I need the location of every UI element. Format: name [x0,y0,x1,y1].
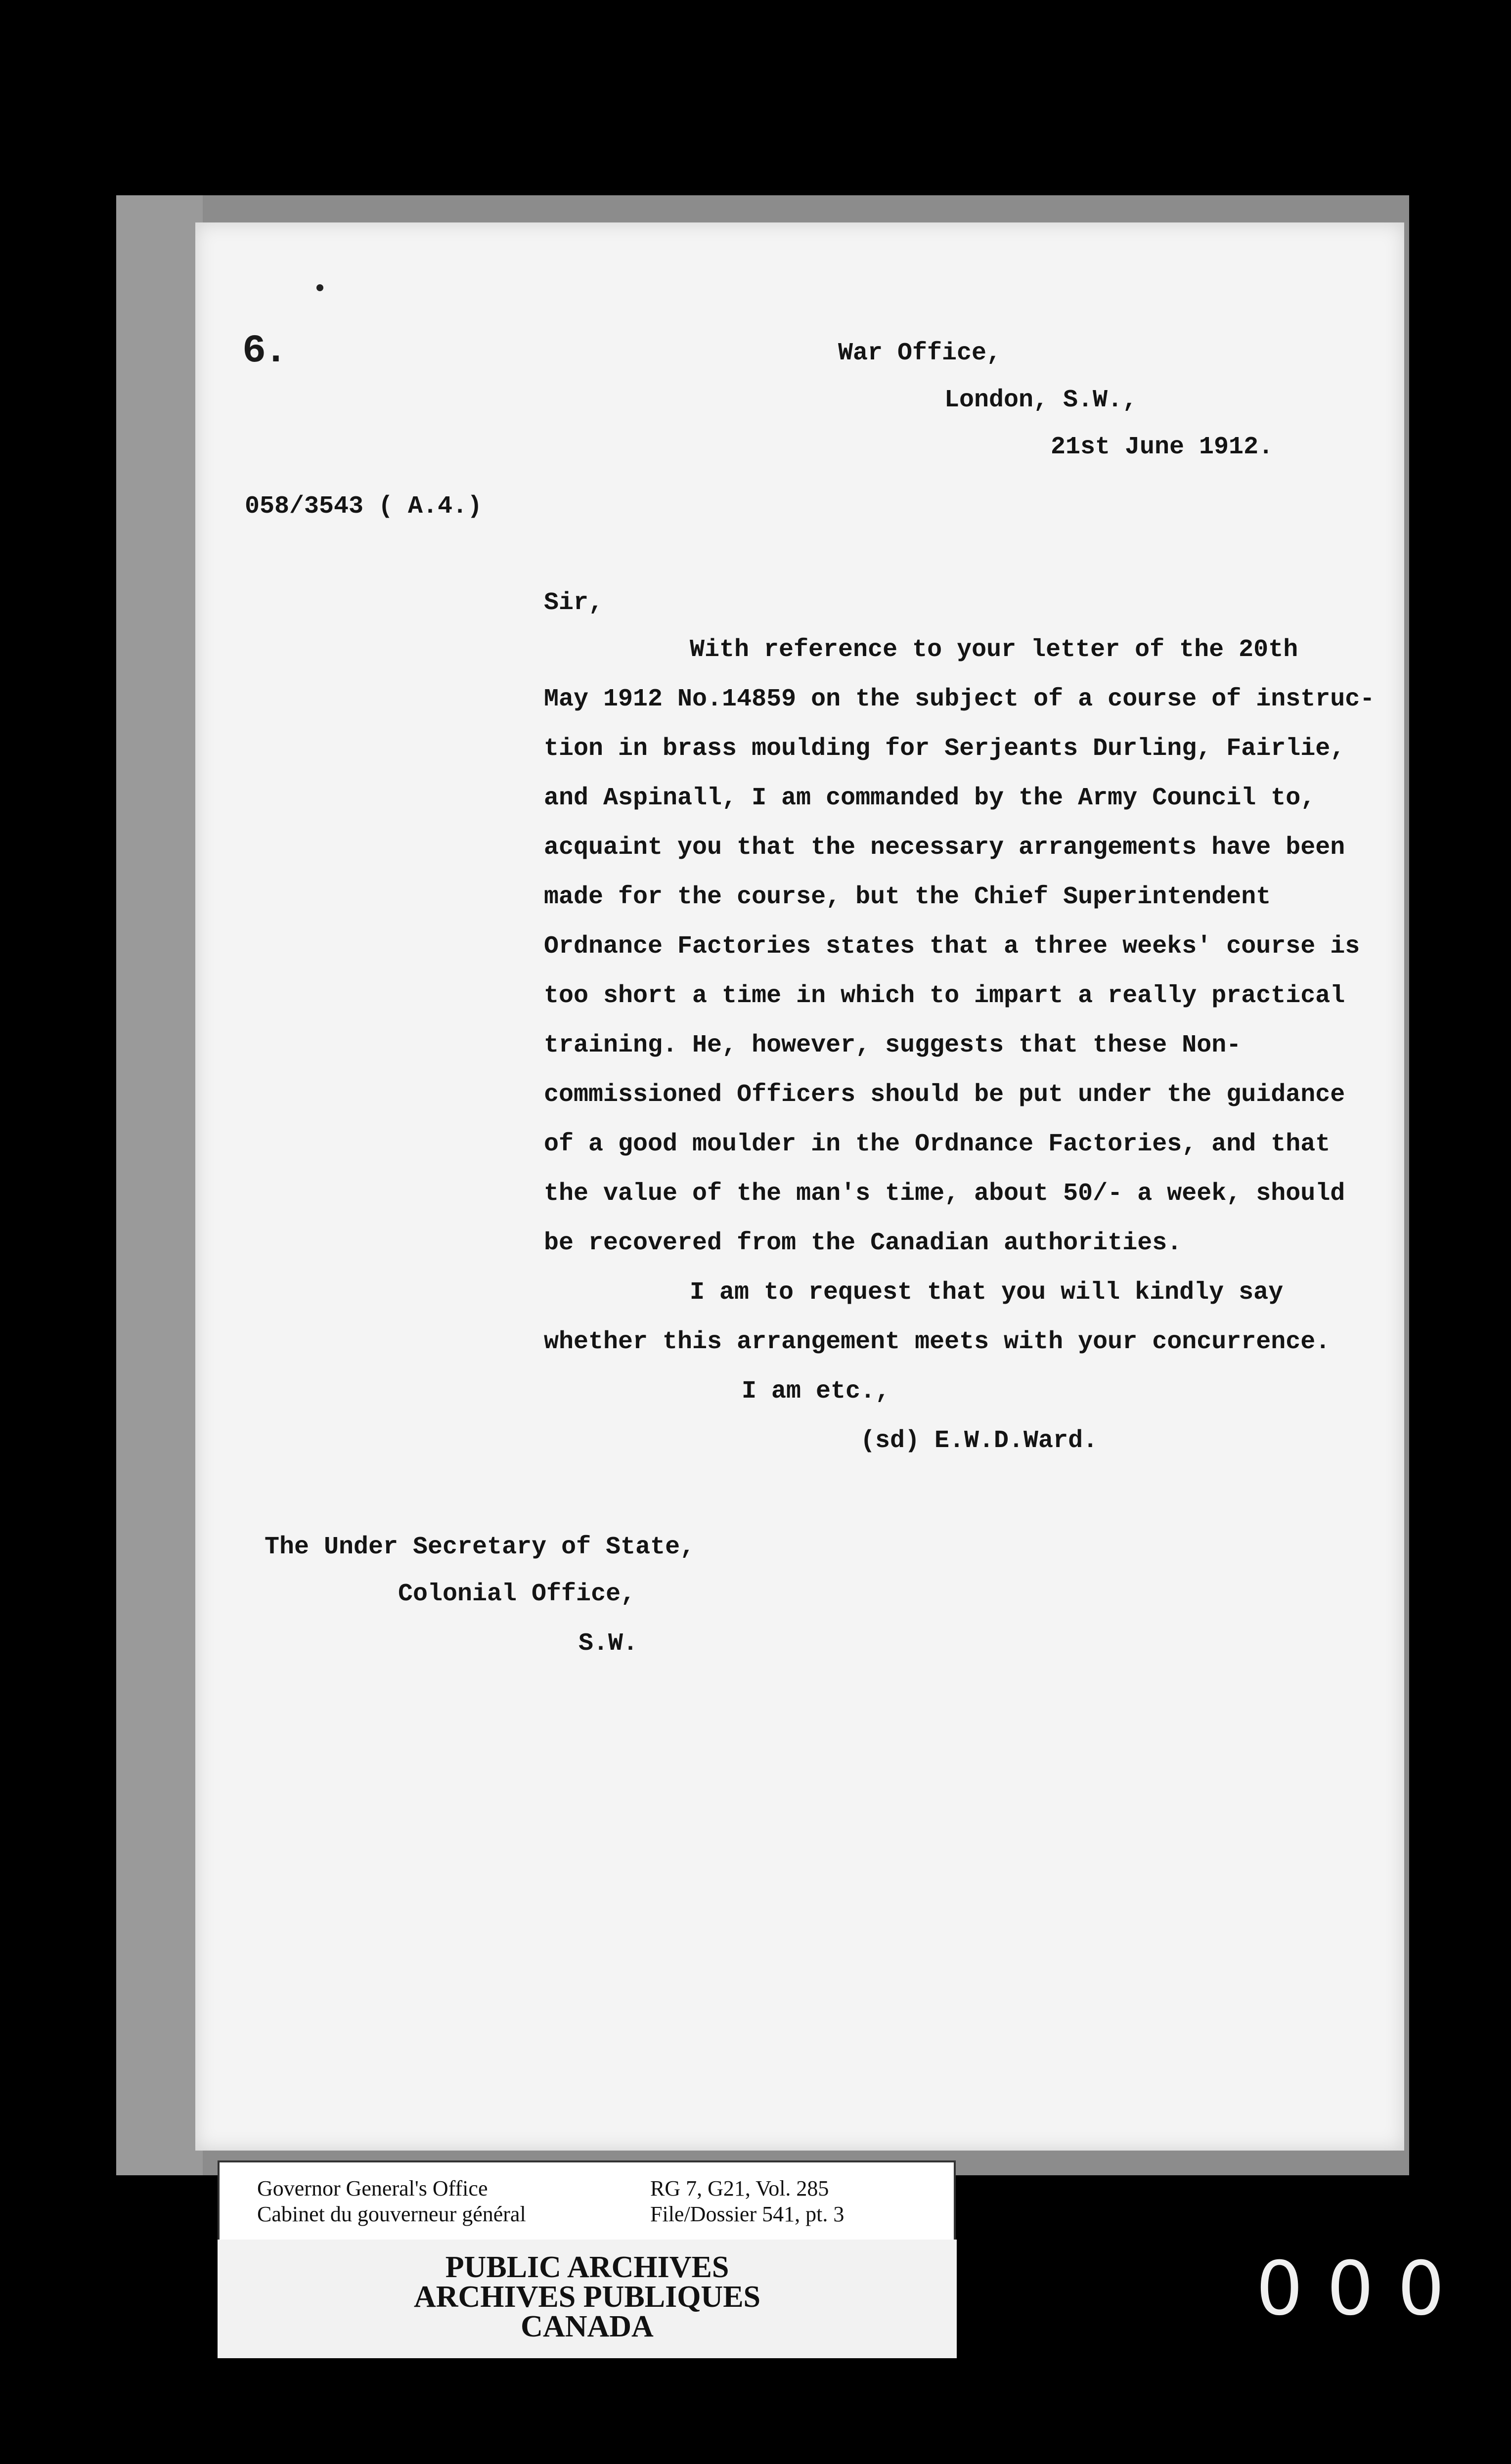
body-line: whether this arrangement meets with your concurrence. [544,1328,1331,1356]
body-line: commissioned Officers should be put under the guidance [544,1081,1345,1109]
body-line: of a good moulder in the Ordnance Factories, and that [544,1130,1331,1158]
corner-mark: 6. [242,329,286,374]
body-line: made for the course, but the Chief Superintendent [544,883,1271,911]
stamp-line1: PUBLIC ARCHIVES [445,2250,729,2284]
body-line: Ordnance Factories states that a three weeks' course is [544,932,1360,961]
body-line: be recovered from the Canadian authorities. [544,1229,1182,1257]
body-line: With reference to your letter of the 20th [690,636,1298,664]
reference-number: 058/3543 ( A.4.) [245,492,483,521]
recipient-line2: Colonial Office, [398,1580,636,1608]
body-line: I am to request that you will kindly say [690,1278,1284,1307]
body-line: May 1912 No.14859 on the subject of a course of instruc- [544,685,1375,713]
stamp-line2: ARCHIVES PUBLIQUES [413,2280,761,2314]
record-group: RG 7, G21, Vol. 285 [650,2176,829,2200]
body-line: tion in brass moulding for Serjeants Durling, Fairlie, [544,735,1345,763]
salutation: Sir, [544,589,604,617]
board-edge [116,195,203,2175]
stamp-line3: CANADA [521,2310,654,2343]
sender-line1: War Office, [838,339,1002,367]
recipient-line1: The Under Secretary of State, [265,1533,695,1561]
body-line: too short a time in which to impart a really practical [544,982,1345,1010]
signature: (sd) E.W.D.Ward. [860,1427,1098,1455]
body-line: the value of the man's time, about 50/- a week, should [544,1180,1345,1208]
body-line: acquaint you that the necessary arrangements have been [544,834,1345,862]
closing: I am etc., [742,1377,890,1406]
recipient-line3: S.W. [578,1629,638,1658]
office-english: Governor General's Office [257,2176,488,2200]
office-french: Cabinet du gouverneur général [257,2202,526,2226]
letter-date: 21st June 1912. [1051,433,1274,461]
sender-line2: London, S.W., [944,386,1138,414]
file-number: File/Dossier 541, pt. 3 [650,2202,844,2226]
body-line: training. He, however, suggests that these Non- [544,1031,1242,1059]
ink-spot [316,284,323,291]
frame-number: 0 0 0 [1256,2246,1445,2332]
body-line: and Aspinall, I am commanded by the Army Council to, [544,784,1316,812]
